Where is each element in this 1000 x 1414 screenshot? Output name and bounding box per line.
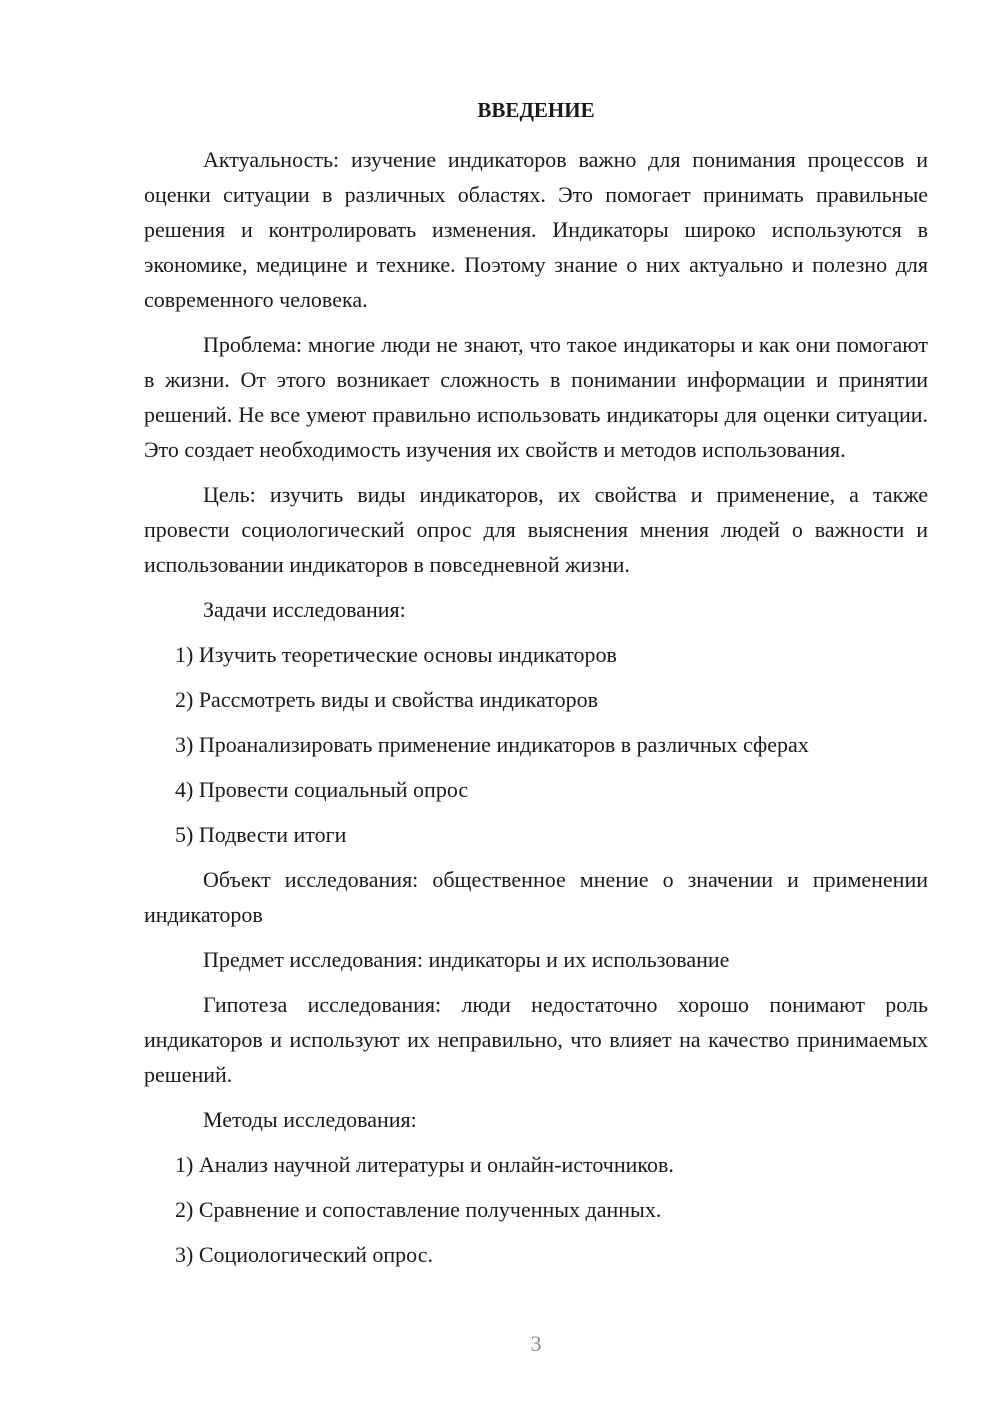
- method-item: 1) Анализ научной литературы и онлайн-источников.: [175, 1152, 674, 1177]
- page-number: 3: [530, 1331, 542, 1356]
- methods-heading: Методы исследования:: [203, 1107, 417, 1132]
- paragraph-hypothesis: Гипотеза исследования: люди недостаточно хорошо понимают роль индикаторов и используют их неправильно, что влияет на качество принимаемых решений.: [144, 992, 928, 1087]
- tasks-heading: Задачи исследования:: [203, 597, 406, 622]
- paragraph-problem: Проблема: многие люди не знают, что такое индикаторы и как они помогают в жизни. От этого возникает сложность в понимании информации и принятии решений. Не все умеют правильно использовать индикаторы для оценки ситуации. Это создает необходимость изучения их свойств и методов использования.: [144, 332, 928, 462]
- method-item: 3) Социологический опрос.: [175, 1242, 433, 1267]
- task-item: 3) Проанализировать применение индикаторов в различных сферах: [175, 732, 809, 757]
- method-item: 2) Сравнение и сопоставление полученных данных.: [175, 1197, 662, 1222]
- section-title: ВВЕДЕНИЕ: [477, 98, 595, 122]
- paragraph-object: Объект исследования: общественное мнение о значении и применении индикаторов: [144, 867, 928, 927]
- task-item: 1) Изучить теоретические основы индикаторов: [175, 642, 617, 667]
- paragraph-relevance: Актуальность: изучение индикаторов важно для понимания процессов и оценки ситуации в различных областях. Это помогает принимать правильные решения и контролировать изменения. Индикаторы широко используются в экономике, медицине и технике. Поэтому знание о них актуально и полезно для современного человека.: [144, 147, 928, 312]
- document-body: [144, 96, 928, 1282]
- paragraph-goal: Цель: изучить виды индикаторов, их свойства и применение, а также провести социологический опрос для выяснения мнения людей о важности и использовании индикаторов в повседневной жизни.: [144, 482, 928, 577]
- task-item: 4) Провести социальный опрос: [175, 777, 469, 802]
- paragraph-subject: Предмет исследования: индикаторы и их использование: [203, 947, 730, 972]
- task-item: 2) Рассмотреть виды и свойства индикаторов: [175, 687, 598, 712]
- task-item: 5) Подвести итоги: [175, 822, 347, 847]
